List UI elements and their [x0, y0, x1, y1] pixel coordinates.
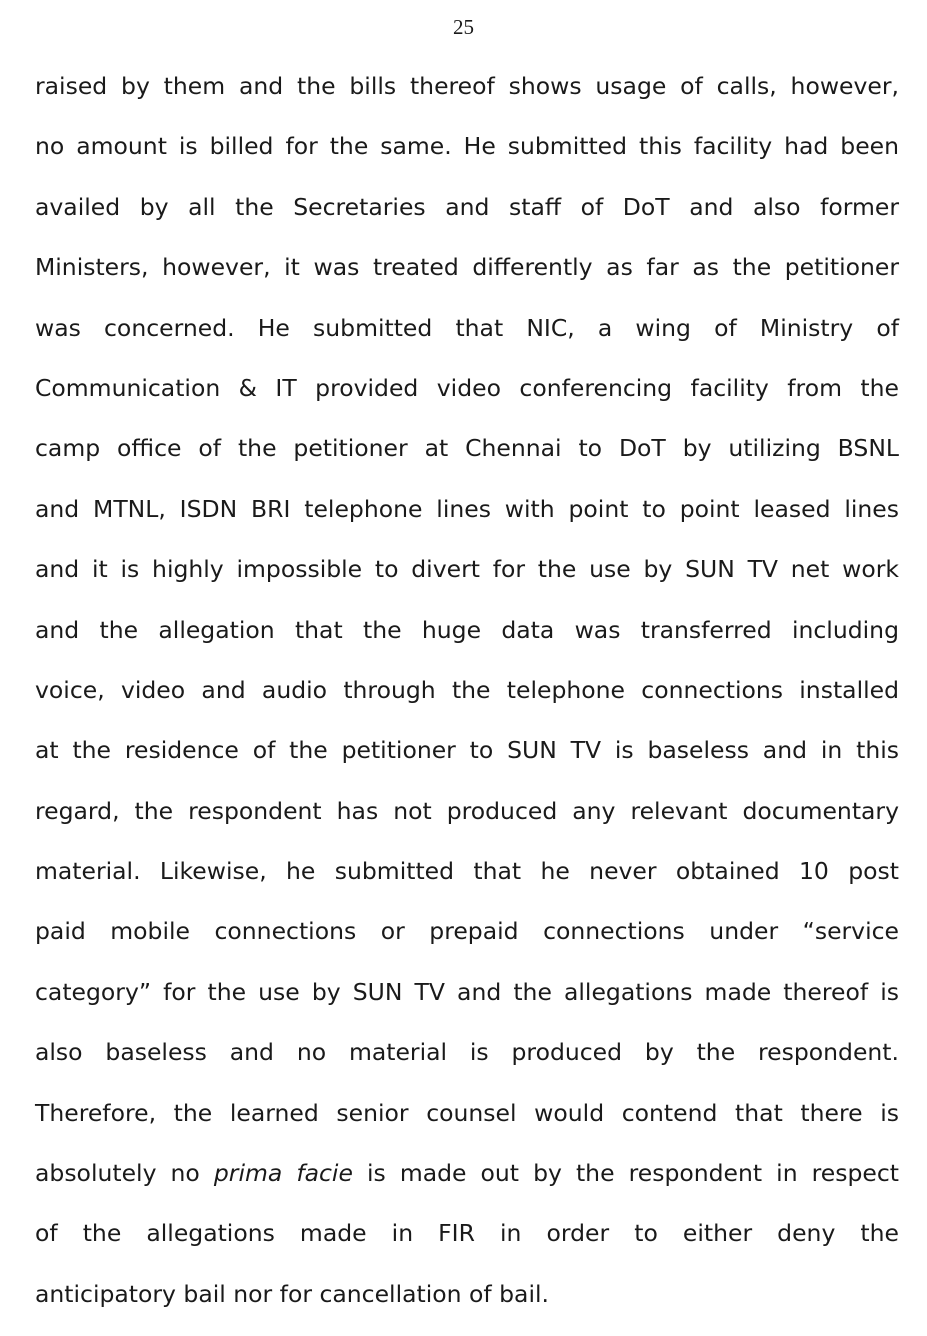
text-line-mixed [35, 1143, 899, 1203]
text-line: regard, the respondent has not produced any relevant documentary [35, 796, 899, 825]
text-segment: is made out by the respondent in respect [352, 1159, 900, 1188]
text-line: paid mobile connections or prepaid connections under “service [35, 917, 899, 946]
text-line: no amount is billed for the same. He submitted this facility had been [35, 132, 899, 161]
document-body [35, 56, 899, 1324]
text-segment: absolutely no [35, 1159, 214, 1188]
text-line: raised by them and the bills thereof shows usage of calls, however, [35, 72, 899, 100]
text-line: and it is highly impossible to divert for the use by SUN TV net work [35, 555, 899, 584]
text-line: anticipatory bail nor for cancellation of bail. [35, 1279, 549, 1308]
text-line: of the allegations made in FIR in order to either deny the [35, 1219, 899, 1248]
text-line: and the allegation that the huge data was transferred including [35, 615, 899, 644]
text-line: category” for the use by SUN TV and the allegations made thereof is [35, 977, 899, 1006]
text-line: was concerned. He submitted that NIC, a wing of Ministry of [35, 313, 899, 342]
italic-phrase: prima facie [213, 1159, 353, 1188]
text-line: Ministers, however, it was treated differently as far as the petitioner [35, 253, 899, 282]
text-line: camp office of the petitioner at Chennai to DoT by utilizing BSNL [35, 434, 899, 463]
text-line: and MTNL, ISDN BRI telephone lines with point to point leased lines [35, 494, 899, 523]
text-line: material. Likewise, he submitted that he never obtained 10 post [35, 857, 899, 886]
text-line: Therefore, the learned senior counsel would contend that there is [35, 1098, 899, 1127]
text-line: availed by all the Secretaries and staff of DoT and also former [35, 192, 899, 221]
text-line: voice, video and audio through the telephone connections installed [35, 675, 899, 704]
text-line: at the residence of the petitioner to SUN TV is baseless and in this [35, 736, 899, 765]
text-line: also baseless and no material is produced by the respondent. [35, 1038, 899, 1067]
page-number: 25 [453, 15, 474, 39]
text-line: Communication & IT provided video conferencing facility from the [35, 373, 899, 402]
